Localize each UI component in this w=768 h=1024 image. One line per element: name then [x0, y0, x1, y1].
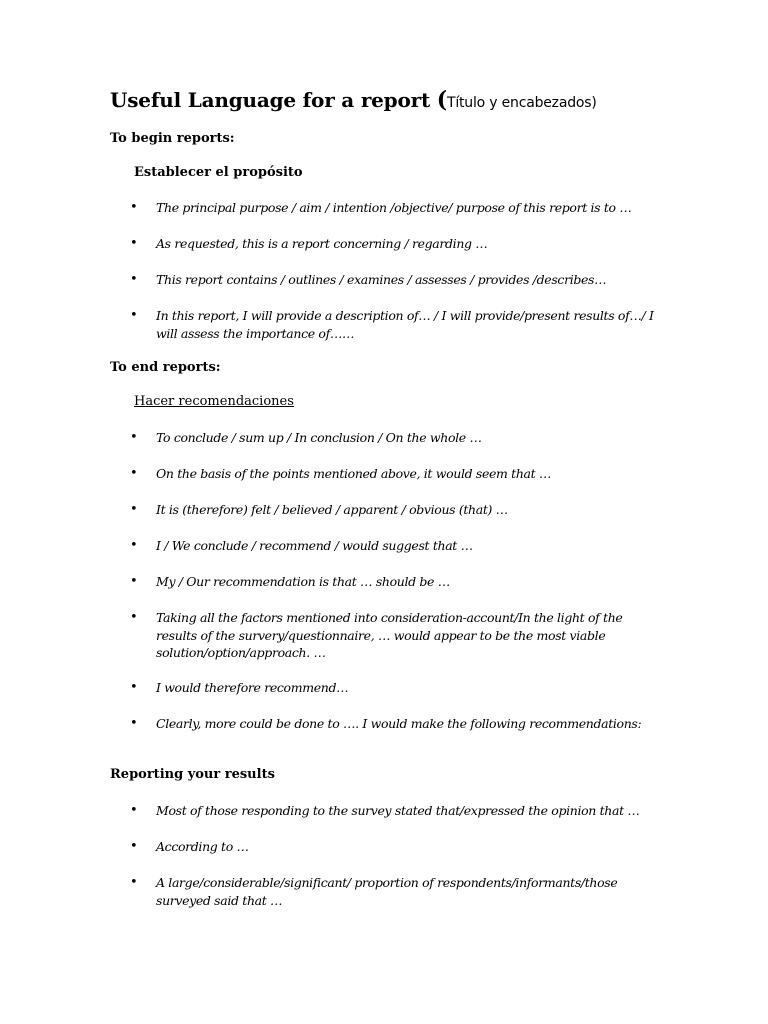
list-item-text: As requested, this is a report concerning / regarding …: [156, 236, 488, 251]
bullet-icon: •: [130, 538, 138, 553]
list-item: [130, 501, 660, 519]
list-item: [130, 465, 660, 483]
bullet-icon: •: [130, 574, 138, 589]
bullet-icon: •: [130, 803, 138, 818]
list-item-text: Most of those responding to the survey stated that/expressed the opinion that …: [156, 803, 640, 818]
bullet-icon: •: [130, 502, 138, 517]
title-subtitle: Título y encabezados): [446, 95, 597, 111]
bullet-icon: •: [130, 272, 138, 287]
list-item: [130, 609, 660, 662]
list-item-text: On the basis of the points mentioned above, it would seem that …: [156, 466, 552, 481]
list-item: [130, 199, 660, 217]
bullet-icon: •: [130, 875, 138, 890]
list-item: [130, 715, 660, 733]
list-item: [130, 802, 660, 820]
list-item-text: It is (therefore) felt / believed / apparent / obvious (that) …: [156, 502, 508, 517]
title-main: Useful Language for a report: [110, 88, 430, 112]
title-open-paren: (: [436, 87, 447, 113]
section-subheading-recomendaciones: Hacer recomendaciones: [134, 394, 294, 409]
list-item-text: To conclude / sum up / In conclusion / On the whole …: [156, 430, 482, 445]
list-item-text: The principal purpose / aim / intention /objective/ purpose of this report is to …: [156, 200, 632, 215]
document-title: [110, 87, 597, 113]
bullet-icon: •: [130, 200, 138, 215]
list-item: [130, 271, 660, 289]
bullet-icon: •: [130, 610, 138, 625]
section-heading-begin-reports: To begin reports:: [110, 131, 235, 146]
bullet-icon: •: [130, 680, 138, 695]
bullet-icon: •: [130, 236, 138, 251]
section-subheading-establecer: Establecer el propósito: [134, 165, 303, 180]
bullet-icon: •: [130, 430, 138, 445]
list-item: [130, 874, 660, 909]
section-heading-reporting-results: Reporting your results: [110, 767, 275, 782]
list-item-text: A large/considerable/significant/ proportion of respondents/informants/those surveyed said that …: [156, 875, 618, 908]
list-item-text: Clearly, more could be done to …. I would make the following recommendations:: [156, 716, 642, 731]
list-item: [130, 537, 660, 555]
bullet-icon: •: [130, 466, 138, 481]
list-item: [130, 679, 660, 697]
bullet-icon: •: [130, 839, 138, 854]
section-heading-end-reports: To end reports:: [110, 360, 221, 375]
list-item: [130, 235, 660, 253]
list-item-text: I would therefore recommend…: [156, 680, 349, 695]
bullet-icon: •: [130, 716, 138, 731]
list-item: [130, 429, 660, 447]
list-item-text: My / Our recommendation is that … should be …: [156, 574, 450, 589]
list-item-text: In this report, I will provide a description of… / I will provide/present results of…/ I will assess the importance of……: [156, 308, 654, 341]
bullet-icon: •: [130, 308, 138, 323]
list-item: [130, 307, 660, 342]
list-item-text: This report contains / outlines / examines / assesses / provides /describes…: [156, 272, 607, 287]
list-item: [130, 838, 660, 856]
list-item-text: I / We conclude / recommend / would suggest that …: [156, 538, 473, 553]
list-item-text: Taking all the factors mentioned into consideration-account/In the light of the results of the survery/questionnaire, … would appear to be the most viable solution/option/approach. …: [156, 610, 623, 660]
list-item-text: According to …: [156, 839, 249, 854]
list-item: [130, 573, 660, 591]
